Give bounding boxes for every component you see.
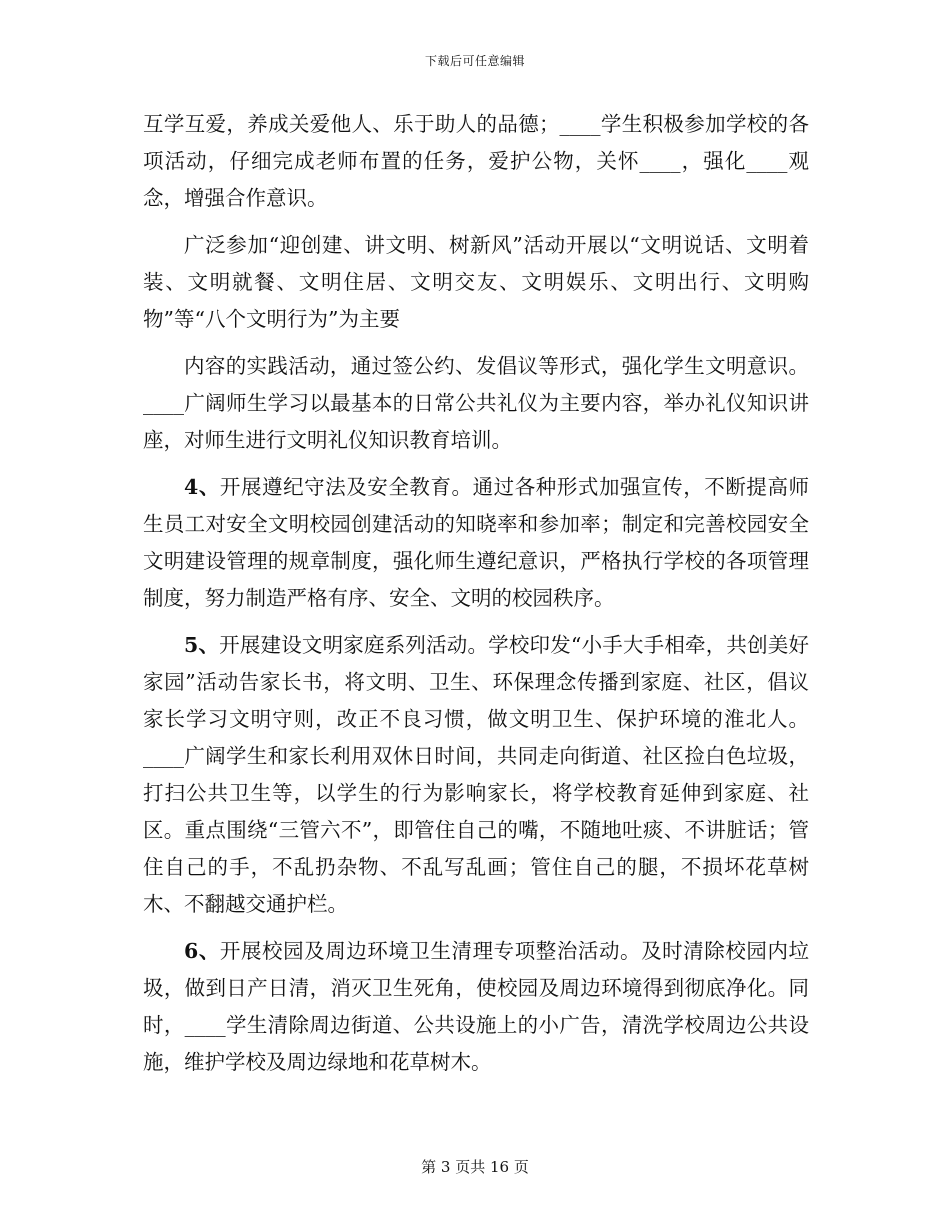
- paragraph-item-6: [143, 933, 809, 1081]
- paragraph-continuation: [143, 106, 809, 217]
- item-number: 5、: [184, 633, 220, 657]
- document-body: [143, 106, 809, 1091]
- paragraph-text: 开展建设文明家庭系列活动。学校印发“小手大手相牵，共创美好家园”活动告家长书，将文明、卫生、环保理念传播到家庭、社区，倡议家长学习文明守则，改正不良习惯，做文明卫生、保护环境的淮北人。____广阔学生和家长利用双休日时间，共同走向街道、社区捡白色垃圾，打扫公共卫生等，以学生的行为影响家长，将学校教育延伸到家庭、社区。重点围绕“三管六不”，即管住自己的嘴，不随地吐痰、不讲脏话；管住自己的手，不乱扔杂物、不乱写乱画；管住自己的腿，不损坏花草树木、不翻越交通护栏。: [143, 633, 810, 916]
- paragraph-civility-activity: [143, 227, 809, 338]
- item-number: 6、: [184, 939, 220, 963]
- paragraph-item-5: [143, 627, 809, 923]
- paragraph-practice-content: [143, 348, 809, 459]
- page-header: 下载后可任意编辑: [424, 54, 525, 68]
- paragraph-text: 互学互爱，养成关爱他人、乐于助人的品德；____学生积极参加学校的各项活动，仔细完成老师布置的任务，爱护公物，关怀____，强化____观念，增强合作意识。: [143, 112, 809, 210]
- page-footer: 第 3 页共 16 页: [421, 1158, 529, 1176]
- item-number: 4、: [184, 475, 220, 499]
- paragraph-text: 开展遵纪守法及安全教育。通过各种形式加强宣传，不断提高师生员工对安全文明校园创建活动的知晓率和参加率；制定和完善校园安全文明建设管理的规章制度，强化师生遵纪意识，严格执行学校的各项管理制度，努力制造严格有序、安全、文明的校园秩序。: [143, 475, 810, 610]
- paragraph-text: 广泛参加“迎创建、讲文明、树新风”活动开展以“文明说话、文明着装、文明就餐、文明住居、文明交友、文明娱乐、文明出行、文明购物”等“八个文明行为”为主要: [143, 233, 809, 331]
- paragraph-text: 内容的实践活动，通过签公约、发倡议等形式，强化学生文明意识。____广阔师生学习以最基本的日常公共礼仪为主要内容，举办礼仪知识讲座，对师生进行文明礼仪知识教育培训。: [143, 354, 809, 452]
- paragraph-item-4: [143, 469, 809, 617]
- paragraph-text: 开展校园及周边环境卫生清理专项整治活动。及时清除校园内垃圾，做到日产日清，消灭卫生死角，使校园及周边环境得到彻底净化。同时，____学生清除周边街道、公共设施上的小广告，清洗学校周边公共设施，维护学校及周边绿地和花草树木。: [143, 939, 810, 1074]
